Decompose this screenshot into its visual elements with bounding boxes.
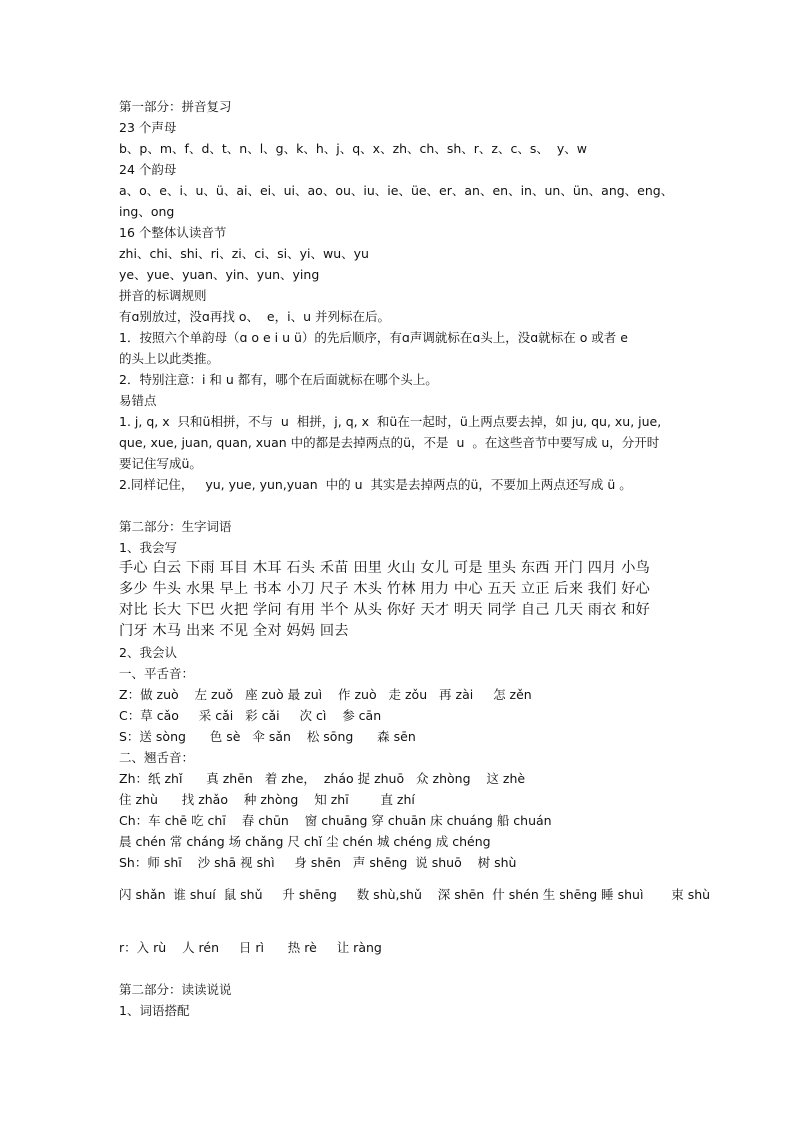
paragraph: C：草 cǎo 采 cǎi 彩 cǎi 次 cì 参 cān: [119, 708, 382, 723]
paragraph: ing、ong: [119, 204, 175, 219]
paragraph: 住 zhù 找 zhǎo 种 zhòng 知 zhī 直 zhí: [119, 792, 415, 807]
section-title: 第二部分：生字词语: [119, 519, 232, 534]
paragraph: Sh：师 shī 沙 shā 视 shì 身 shēn 声 shēng 说 shuō 树 shù: [119, 855, 517, 870]
word-row: 对比 长大 下巴 火把 学问 有用 半个 从头 你好 天才 明天 同学 自己 几天 雨衣 和好: [119, 602, 651, 618]
paragraph: 1. j, q, x 只和ü相拼，不与 u 相拼，j, q, x 和ü在一起时，ü上两点要去掉，如 ju, qu, xu, jue,: [119, 414, 662, 429]
paragraph: a、o、e、i、u、ü、ai、ei、ui、ao、ou、iu、ie、üe、er、an、en、in、un、ün、ang、eng、: [119, 183, 674, 198]
document-page: [119, 96, 711, 1021]
paragraph: r：入 rù 人 rén 日 rì 热 rè 让 ràng: [119, 940, 382, 955]
paragraph: que, xue, juan, quan, xuan 中的都是去掉两点的ü，不是 u 。在这些音节中要写成 u，分开时: [119, 435, 660, 450]
word-row: 多少 牛头 水果 早上 书本 小刀 尺子 木头 竹林 用力 中心 五天 立正 后来 我们 好心: [119, 581, 651, 597]
section-title: 第二部分：读读说说: [119, 982, 232, 997]
paragraph: ye、yue、yuan、yin、yun、ying: [119, 267, 320, 282]
paragraph: b、p、m、f、d、t、n、l、g、k、h、j、q、x、zh、ch、sh、r、z、c、s、 y、w: [119, 141, 587, 156]
heading: 24 个韵母: [119, 162, 177, 177]
section-title: 第一部分：拼音复习: [119, 99, 232, 114]
paragraph: 1．按照六个单韵母（ɑ o e i u ü）的先后顺序，有ɑ声调就标在ɑ头上，没ɑ就标在 o 或者 e: [119, 330, 628, 345]
paragraph: zhi、chi、shi、ri、zi、ci、si、yi、wu、yu: [119, 246, 369, 261]
heading: 拼音的标调规则: [119, 288, 207, 303]
word-row: 手心 白云 下雨 耳目 木耳 石头 禾苗 田里 火山 女儿 可是 里头 东西 开门 四月 小鸟: [119, 560, 651, 576]
paragraph: 闪 shǎn 谁 shuí 鼠 shǔ 升 shēng 数 shù,shǔ 深 shēn 什 shén 生 shēng 睡 shuì 束 shù: [119, 887, 711, 902]
heading: 2、我会认: [119, 645, 177, 660]
paragraph: Ch：车 chē 吃 chī 春 chūn 窗 chuāng 穿 chuān 床 chuáng 船 chuán: [119, 813, 552, 828]
paragraph: 2．特别注意：i 和 u 都有，哪个在后面就标在哪个头上。: [119, 372, 438, 387]
heading: 1、词语搭配: [119, 1003, 190, 1018]
paragraph: 2.同样记住， yu, yue, yun,yuan 中的 u 其实是去掉两点的ü，不要加上两点还写成 ü 。: [119, 477, 632, 492]
heading: 易错点: [119, 393, 157, 408]
paragraph: S：送 sòng 色 sè 伞 sǎn 松 sōng 森 sēn: [119, 729, 416, 744]
paragraph: 有ɑ别放过，没ɑ再找 o、 e，i、u 并列标在后。: [119, 309, 390, 324]
heading: 16 个整体认读音节: [119, 225, 227, 240]
paragraph: Zh：纸 zhǐ 真 zhēn 着 zhe， zháo 捉 zhuō 众 zhòng 这 zhè: [119, 771, 526, 786]
heading: 1、我会写: [119, 540, 177, 555]
heading: 二、翘舌音：: [119, 750, 195, 765]
paragraph: Z：做 zuò 左 zuǒ 座 zuò 最 zuì 作 zuò 走 zǒu 再 zài 怎 zěn: [119, 687, 532, 702]
paragraph: 晨 chén 常 cháng 场 chǎng 尺 chǐ 尘 chén 城 chéng 成 chéng: [119, 834, 491, 849]
heading: 23 个声母: [119, 120, 177, 135]
heading: 一、平舌音：: [119, 666, 195, 681]
paragraph: 的头上以此类推。: [119, 351, 220, 366]
word-row: 门牙 木马 出来 不见 全对 妈妈 回去: [119, 623, 349, 639]
paragraph: 要记住写成ü。: [119, 456, 202, 471]
